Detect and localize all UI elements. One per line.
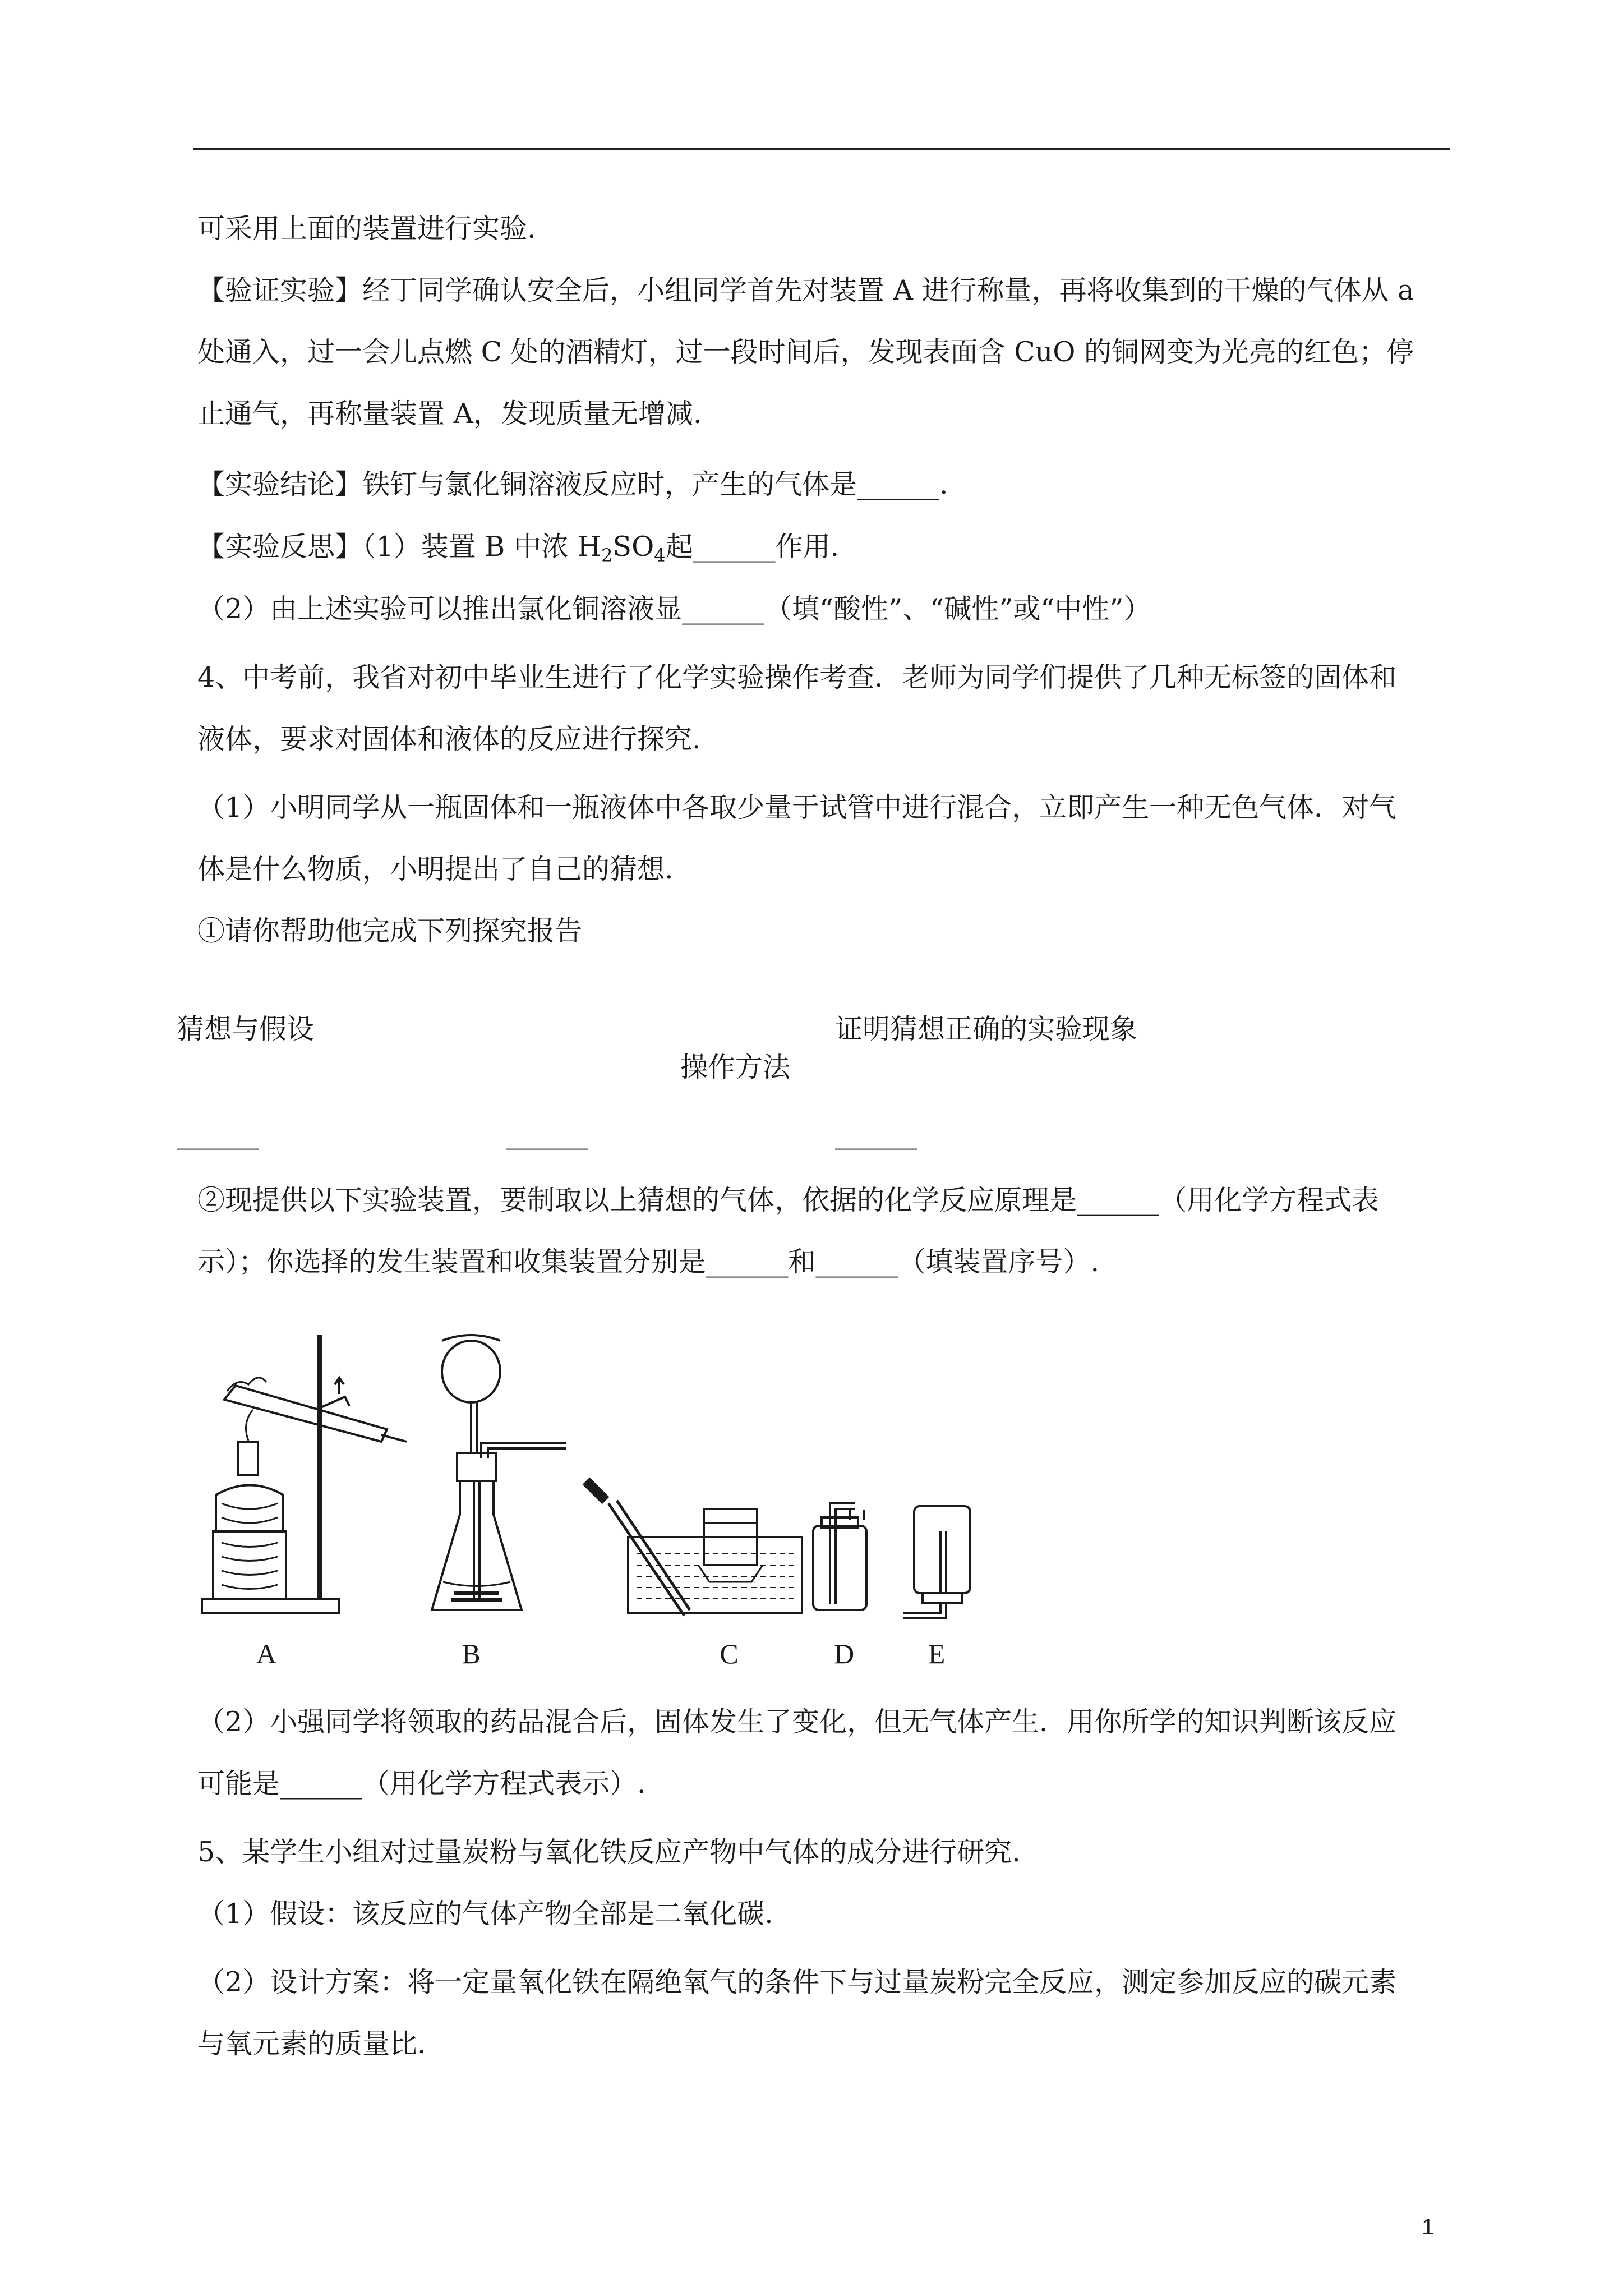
table-header-phenomenon: 证明猜想正确的实验现象 (835, 1013, 1138, 1045)
text-line-5: 【实验结论】铁钉与氯化铜溶液反应时，产生的气体是______. (197, 468, 948, 500)
label-c: C (720, 1638, 739, 1669)
text-line-20: 与氧元素的质量比. (197, 2028, 426, 2060)
table-header-hypothesis: 猜想与假设 (177, 1013, 315, 1045)
subscript-2: 2 (601, 545, 613, 566)
text-line-9: 液体，要求对固体和液体的反应进行探究. (197, 723, 701, 755)
text-line-6 (197, 530, 839, 572)
table-blank-2: ______ (506, 1118, 588, 1150)
table-blank-3: ______ (835, 1118, 917, 1150)
label-e: E (928, 1638, 946, 1669)
text-line-14: 示）；你选择的发生装置和收集装置分别是______和______（填装置序号）. (197, 1246, 1100, 1278)
page-number: 1 (1422, 2215, 1435, 2239)
text-line-10: （1）小明同学从一瓶固体和一瓶液体中各取少量于试管中进行混合，立即产生一种无色气体．对气 (197, 792, 1397, 823)
apparatus-b-drawing (432, 1335, 566, 1610)
text-line-19: （2）设计方案：将一定量氧化铁在隔绝氧气的条件下与过量炭粉完全反应，测定参加反应的碳元素 (197, 1966, 1397, 1998)
apparatus-e-drawing (903, 1506, 970, 1618)
text-line-15: （2）小强同学将领取的药品混合后，固体发生了变化，但无气体产生．用你所学的知识判断该反应 (197, 1706, 1397, 1738)
text-line-12: ①请你帮助他完成下列探究报告 (197, 915, 583, 947)
label-d: D (833, 1638, 855, 1669)
table-header-method: 操作方法 (680, 1051, 791, 1083)
text-line-18: （1）假设：该反应的气体产物全部是二氧化碳. (197, 1898, 773, 1930)
label-a: A (256, 1638, 277, 1669)
apparatus-d-drawing (813, 1503, 866, 1610)
header-rule (193, 148, 1450, 150)
text-line-3: 处通入，过一会儿点燃 C 处的酒精灯，过一段时间后，发现表面含 CuO 的铜网变为光亮的红色；停 (197, 336, 1414, 368)
line6-mid: SO (612, 531, 654, 563)
line6-pre: 【实验反思】（1）装置 B 中浓 H (197, 531, 602, 563)
table-blank-1: ______ (177, 1118, 259, 1150)
text-line-1: 可采用上面的装置进行实验. (197, 213, 536, 245)
text-line-2: 【验证实验】经丁同学确认安全后，小组同学首先对装置 A 进行称量，再将收集到的干燥的气体从 a (197, 274, 1414, 306)
text-line-8: 4、中考前，我省对初中毕业生进行了化学实验操作考查．老师为同学们提供了几种无标签的固体和 (197, 661, 1397, 693)
text-line-17: 5、某学生小组对过量炭粉与氧化铁反应产物中气体的成分进行研究. (197, 1836, 1021, 1868)
text-line-16: 可能是______（用化学方程式表示）. (197, 1768, 646, 1800)
label-b: B (462, 1638, 481, 1669)
apparatus-c-drawing (586, 1481, 802, 1616)
text-line-13: ②现提供以下实验装置，要制取以上猜想的气体，依据的化学反应原理是______（用化学方程式表 (197, 1184, 1380, 1216)
text-line-4: 止通气，再称量装置 A，发现质量无增减. (197, 398, 702, 430)
subscript-4: 4 (654, 545, 666, 566)
apparatus-a-drawing (202, 1335, 407, 1613)
line6-post: 起______作用. (665, 531, 840, 563)
text-line-11: 体是什么物质，小明提出了自己的猜想. (197, 853, 674, 885)
lab-apparatus-figure (191, 1301, 1032, 1694)
text-line-7: （2）由上述实验可以推出氯化铜溶液显______（填“酸性”、“碱性”或“中性”） (197, 593, 1151, 625)
